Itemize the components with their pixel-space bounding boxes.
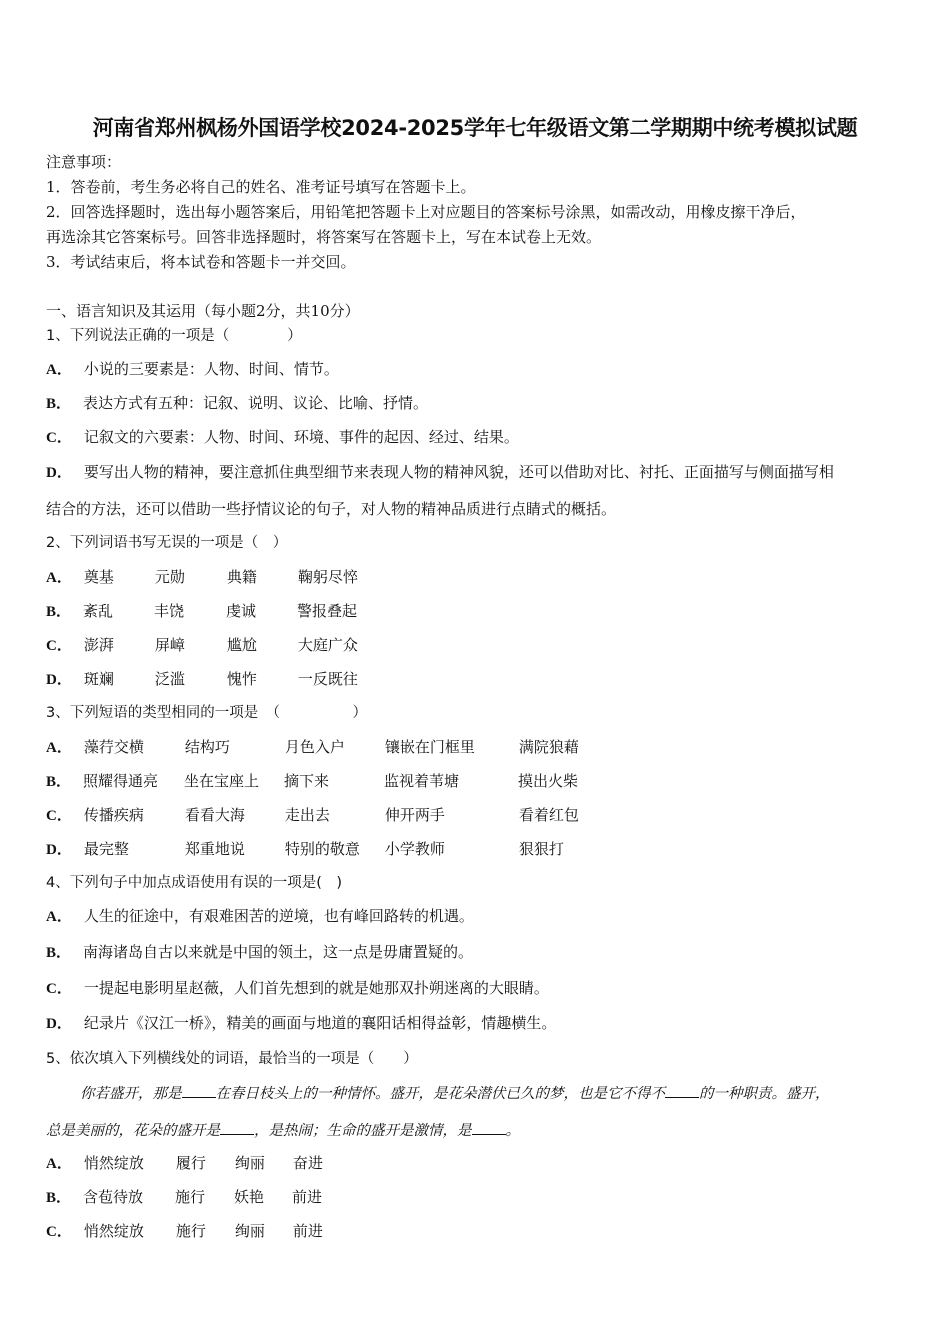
question-1-option-b: B． 表达方式有五种：记叙、说明、议论、比喻、抒情。 — [46, 394, 429, 412]
question-5-option-a: A． 悄然绽放 履行 绚丽 奋进 — [46, 1154, 323, 1172]
question-4-option-b: B． 南海诸岛自古以来就是中国的领土，这一点是毋庸置疑的。 — [46, 943, 474, 961]
question-5-option-b: B． 含苞待放 施行 妖艳 前进 — [46, 1188, 323, 1206]
question-5-passage-line-1: 你若盛开，那是 在春日枝头上的一种情怀。盛开，是花朵潜伏已久的梦，也是它不得不 的一种职责。盛开， — [80, 1083, 830, 1104]
notice-heading: 注意事项： — [46, 153, 122, 171]
question-5-passage-line-2: 总是美丽的，花朵的盛开是 ，是热闹；生命的盛开是激情，是 。 — [46, 1120, 520, 1141]
notice-item-2a: 2．回答选择题时，选出每小题答案后，用铅笔把答题卡上对应题目的答案标号涂黑，如需改动，用橡皮擦干净后， — [46, 203, 806, 221]
question-1-option-d: D． 要写出人物的精神，要注意抓住典型细节来表现人物的精神风貌，还可以借助对比、衬托、正面描写与侧面描写相 — [46, 463, 834, 481]
question-2-option-b: B． 紊乱 丰饶 虔诚 警报叠起 — [46, 602, 358, 620]
question-3-option-a: A． 藻荇交横 结构巧 月色入户 镶嵌在门框里 满院狼藉 — [46, 738, 579, 756]
notice-item-2b: 再选涂其它答案标号。回答非选择题时，将答案写在答题卡上，写在本试卷上无效。 — [46, 228, 602, 246]
fill-blank-1 — [182, 1083, 216, 1098]
question-4-option-a: A． 人生的征途中，有艰难困苦的逆境，也有峰回路转的机遇。 — [46, 907, 474, 925]
section-heading: 一、语言知识及其运用（每小题2分，共10分） — [46, 302, 360, 320]
question-4-option-d: D． 纪录片《汉江一桥》，精美的画面与地道的襄阳话相得益彰，情趣横生。 — [46, 1014, 557, 1032]
question-1-option-d-cont: 结合的方法，还可以借助一些抒情议论的句子，对人物的精神品质进行点睛式的概括。 — [46, 500, 617, 518]
fill-blank-2 — [665, 1083, 699, 1098]
question-2-stem: 2、下列词语书写无误的一项是（ ） — [46, 535, 288, 551]
question-5-option-c: C． 悄然绽放 施行 绚丽 前进 — [46, 1222, 323, 1240]
page-title: 河南省郑州枫杨外国语学校2024-2025学年七年级语文第二学期期中统考模拟试题 — [92, 116, 858, 140]
fill-blank-3 — [220, 1120, 254, 1135]
question-3-option-b: B． 照耀得通亮 坐在宝座上 摘下来 监视着苇塘 摸出火柴 — [46, 772, 579, 790]
question-5-stem: 5、依次填入下列横线处的词语，最恰当的一项是（ ） — [46, 1051, 418, 1067]
question-4-stem: 4、下列句子中加点成语使用有误的一项是( ) — [46, 875, 343, 891]
question-1-option-c: C． 记叙文的六要素：人物、时间、环境、事件的起因、经过、结果。 — [46, 428, 519, 446]
question-2-option-a: A． 奠基 元勋 典籍 鞠躬尽悴 — [46, 568, 358, 586]
question-2-option-d: D． 斑斓 泛滥 愧怍 一反既往 — [46, 670, 358, 688]
question-3-option-c: C． 传播疾病 看看大海 走出去 伸开两手 看着红包 — [46, 806, 579, 824]
question-1-stem: 1、下列说法正确的一项是（ ） — [46, 328, 302, 344]
question-3-stem: 3、下列短语的类型相同的一项是 （ ） — [46, 705, 367, 721]
question-4-option-c: C． 一提起电影明星赵薇，人们首先想到的就是她那双扑朔迷离的大眼睛。 — [46, 979, 549, 997]
fill-blank-4 — [472, 1120, 506, 1135]
question-3-option-d: D． 最完整 郑重地说 特别的敬意 小学教师 狠狠打 — [46, 840, 564, 858]
notice-item-3: 3．考试结束后，将本试卷和答题卡一并交回。 — [46, 253, 356, 271]
question-1-option-a: A． 小说的三要素是：人物、时间、情节。 — [46, 360, 339, 378]
question-2-option-c: C． 澎湃 屏嶂 尴尬 大庭广众 — [46, 636, 358, 654]
notice-item-1: 1．答卷前，考生务必将自己的姓名、准考证号填写在答题卡上。 — [46, 178, 476, 196]
